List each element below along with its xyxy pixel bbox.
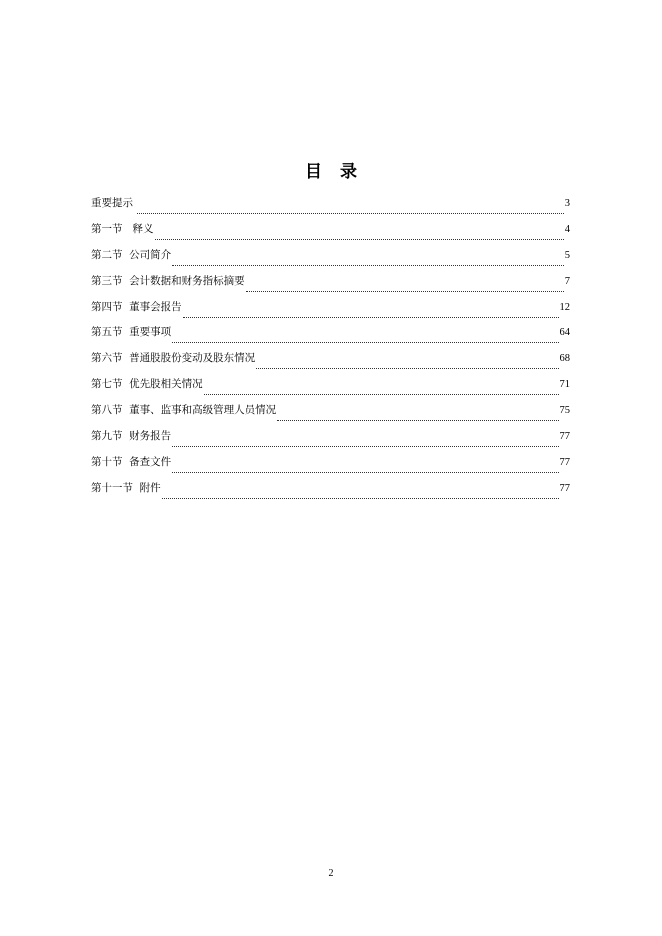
toc-label: 第六节 普通股股份变动及股东情况	[91, 352, 256, 365]
dot-leader	[256, 367, 558, 369]
toc-entry[interactable]	[91, 429, 570, 455]
toc-label: 第十节 备查文件	[91, 455, 172, 468]
toc-page: 77	[559, 482, 570, 494]
toc-entry[interactable]	[91, 196, 570, 222]
toc-entry[interactable]	[91, 325, 570, 351]
toc-entry[interactable]	[91, 300, 570, 326]
dot-leader	[172, 341, 558, 343]
dot-leader	[246, 290, 564, 292]
page-number: 2	[328, 868, 334, 879]
dot-leader	[277, 419, 558, 421]
toc-page: 68	[559, 353, 570, 365]
toc-entry[interactable]	[91, 351, 570, 377]
toc-entry[interactable]	[91, 481, 570, 507]
table-of-contents	[91, 196, 570, 507]
toc-label: 重要提示	[91, 197, 137, 209]
dot-leader	[183, 316, 559, 318]
toc-label: 第八节 董事、监事和高级管理人员情况	[91, 404, 277, 417]
toc-page: 5	[564, 249, 570, 261]
toc-label: 第二节 公司简介	[91, 248, 172, 261]
dot-leader	[172, 471, 558, 473]
toc-label: 第四节 董事会报告	[91, 300, 182, 313]
dot-leader	[137, 212, 563, 214]
toc-label: 第九节 财务报告	[91, 430, 172, 443]
toc-entry[interactable]	[91, 274, 570, 300]
toc-page: 64	[559, 327, 570, 339]
toc-page: 4	[564, 223, 570, 235]
toc-page: 3	[564, 198, 570, 209]
toc-label: 第三节 会计数据和财务指标摘要	[91, 274, 245, 287]
toc-page: 12	[559, 301, 570, 313]
toc-page: 77	[559, 456, 570, 468]
toc-entry[interactable]	[91, 455, 570, 481]
dot-leader	[162, 497, 559, 499]
toc-entry[interactable]	[91, 222, 570, 248]
toc-page: 77	[559, 431, 570, 443]
dot-leader	[172, 445, 558, 447]
dot-leader	[155, 238, 564, 240]
dot-leader	[172, 264, 564, 266]
toc-label: 第五节 重要事项	[91, 326, 172, 339]
toc-entry[interactable]	[91, 403, 570, 429]
toc-entry[interactable]	[91, 377, 570, 403]
toc-label: 第十一节 附件	[91, 481, 161, 494]
toc-entry[interactable]	[91, 248, 570, 274]
toc-page: 71	[559, 379, 570, 391]
toc-page: 7	[564, 275, 570, 287]
dot-leader	[204, 393, 559, 395]
toc-label: 第七节 优先股相关情况	[91, 378, 203, 391]
toc-page: 75	[559, 405, 570, 417]
toc-label: 第一节 释义	[91, 222, 154, 235]
page-title: 目录	[305, 162, 375, 182]
